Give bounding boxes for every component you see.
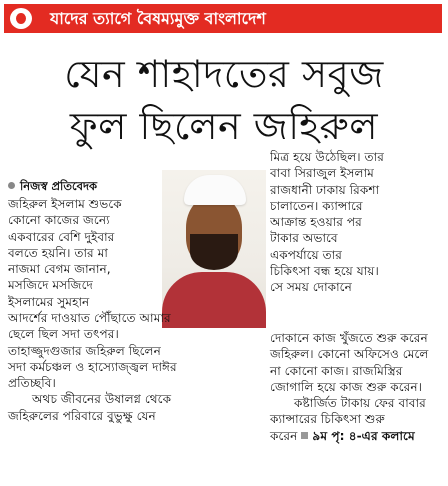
article-column-left — [8, 196, 160, 310]
article-line: মিত্র হয়ে উঠেছিল। তার — [270, 150, 384, 164]
continuation-marker-icon — [301, 432, 308, 439]
article-line-text: করেন — [270, 428, 298, 443]
article-line: রাজধানী ঢাকায় রিকশা — [270, 182, 380, 197]
article-right-lower — [270, 330, 442, 444]
jump-reference: ৯ম পৃ: ৪-এর কলামে — [312, 428, 415, 443]
article-line: সে সময় দোকানে — [270, 280, 352, 295]
article-line: তাহাজ্জুদগুজার জহিরুল ছিলেন — [8, 343, 161, 358]
article-line: জোগালি হয়ে কাজ শুরু করেন। — [270, 379, 423, 394]
article-line: ছেলে ছিল সদা তৎপর। — [8, 327, 119, 342]
article-line: আদর্শের দাওয়াত পৌঁছাতে আমার — [8, 311, 171, 325]
portrait-photo — [162, 170, 266, 328]
banner-title: যাদের ত্যাগে বৈষম্যমুক্ত বাংলাদেশ — [50, 9, 266, 28]
headline — [0, 48, 448, 152]
byline-text: নিজস্ব প্রতিবেদক — [20, 179, 98, 193]
article-line: চালাতেন। ক্যান্সারে — [270, 198, 363, 213]
article-line: একপর্যায়ে তার — [270, 247, 342, 262]
article-line: নাজমা বেগম জানান, — [8, 262, 111, 277]
article-line: মসজিদে মসজিদে — [8, 278, 93, 293]
banner-emblem-icon — [10, 8, 32, 29]
article-line: ইসলামের সুমহান — [8, 294, 90, 309]
article-line: দোকানে কাজ খুঁজতে শুরু করেন — [270, 331, 428, 345]
article-line: বাবা সিরাজুল ইসলাম — [270, 166, 374, 181]
article-last-line — [270, 428, 442, 444]
section-banner — [4, 4, 442, 33]
article-line: জহিরুলের পরিবারে বুভুক্ষু যেন — [8, 408, 156, 423]
headline-line-2: ফুল ছিলেন জহিরুল — [69, 104, 379, 148]
article-line: অথচ জীবনের উষালগ্ন থেকে — [32, 392, 172, 407]
article-line: কোনো কাজের জন্যে — [8, 213, 110, 228]
article-line: চিকিৎসা বন্ধ হয়ে যায়। — [270, 264, 379, 279]
article-line: কষ্টার্জিত টাকায় ফের বাবার — [294, 396, 426, 411]
article-line: জহিরুল। কোনো অফিসেও মেলে — [270, 347, 429, 362]
article-line: না কোনো কাজ। রাজমিস্ত্রির — [270, 363, 403, 378]
article-line: সদা কর্মচঞ্চল ও হাস্যোজ্জ্বল দাঈর — [8, 359, 177, 374]
article-line: প্রতিচ্ছবি। — [8, 376, 56, 391]
article-line: জহিরুল ইসলাম শুভকে — [8, 197, 122, 211]
byline — [8, 178, 97, 197]
article-wide-block — [8, 310, 268, 424]
bullet-icon — [8, 182, 15, 189]
article-line: আক্রান্ত হওয়ার পর — [270, 215, 362, 230]
article-line: টাকার অভাবে — [270, 231, 338, 246]
headline-line-1: যেন শাহাদতের সবুজ — [64, 52, 384, 96]
article-line: একবারের বেশি দুইবার — [8, 229, 115, 244]
article-line: বলতে হয়নি। তার মা — [8, 245, 108, 260]
article-column-right — [270, 149, 442, 296]
article-line: ক্যান্সারের চিকিৎসা শুরু — [270, 412, 385, 427]
